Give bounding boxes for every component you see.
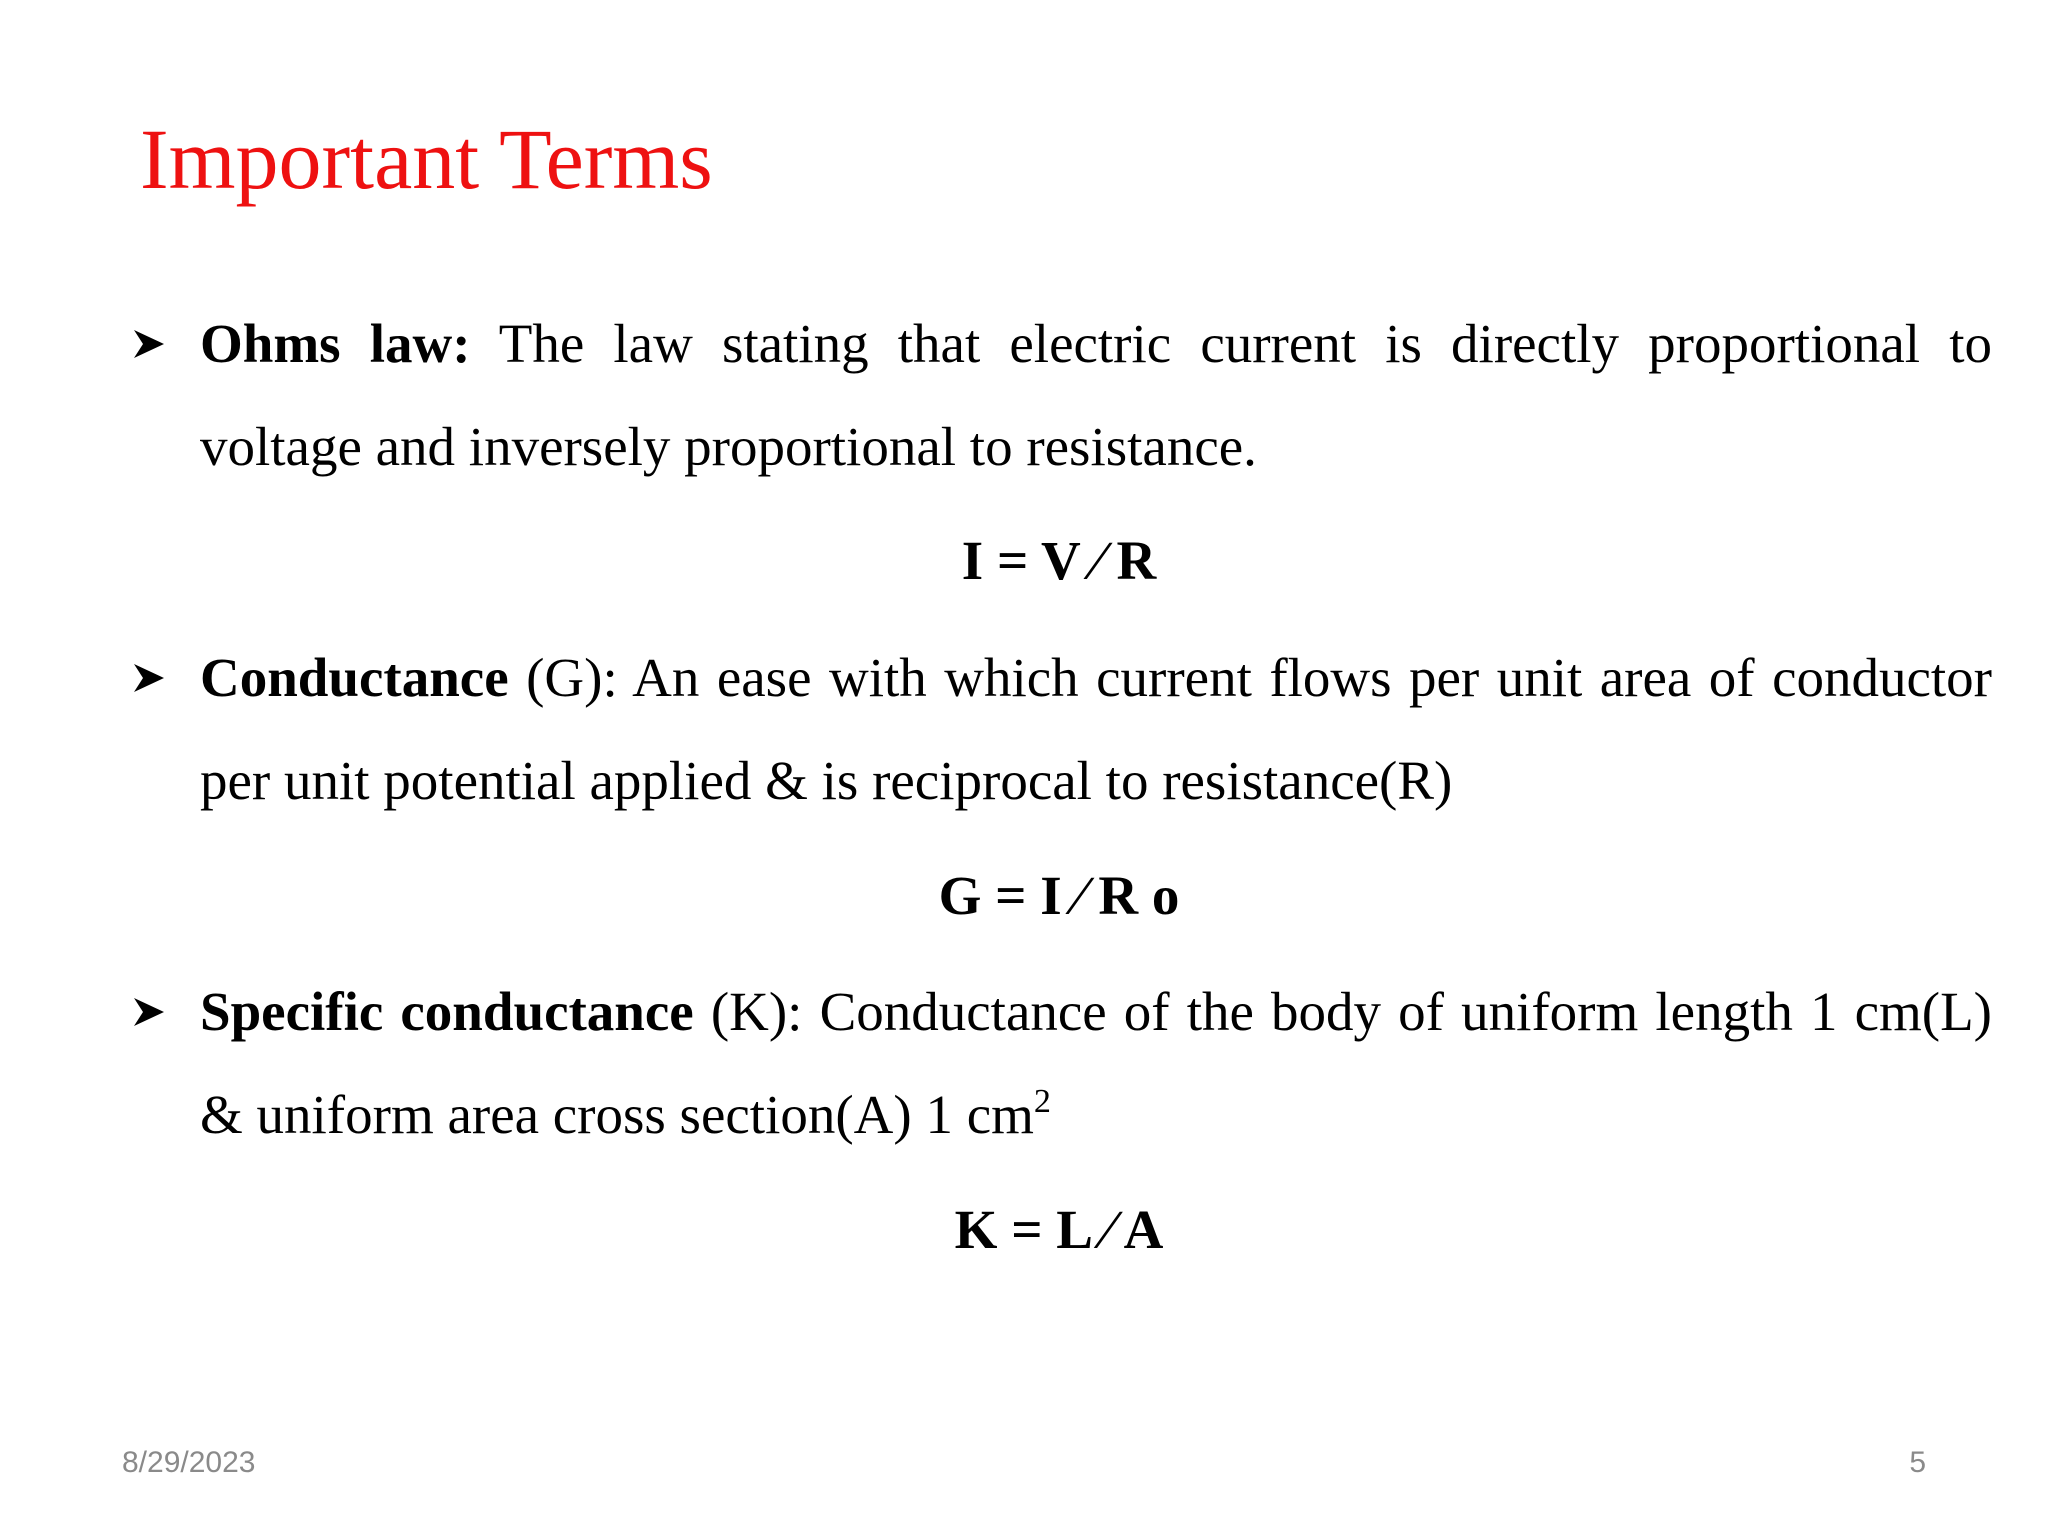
term-name: Ohms law: — [200, 313, 471, 374]
term-definition: (G): An ease with which current flows per unit area of conductor per unit potential applied & is reciprocal to resistance(R) — [200, 647, 1992, 811]
footer-date: 8/29/2023 — [122, 1446, 256, 1479]
term-specific-conductance — [200, 960, 1992, 1166]
term-conductance — [200, 626, 1992, 832]
slide-title: Important Terms — [140, 111, 713, 207]
term-name: Specific conductance — [200, 981, 694, 1042]
footer-page-number: 5 — [1909, 1446, 1926, 1479]
formula-ohms-law: I = V ⁄ R — [961, 530, 1157, 591]
formula-specific-conductance: K = L ⁄ A — [954, 1199, 1164, 1260]
arrow-bullet-icon — [124, 292, 174, 395]
formula-conductance: G = I ⁄ R o — [938, 865, 1180, 926]
term-ohms-law — [200, 292, 1992, 498]
term-name: Conductance — [200, 647, 509, 708]
arrow-bullet-icon — [124, 626, 174, 729]
arrow-bullet-icon — [124, 960, 174, 1063]
superscript-squared: 2 — [1033, 1082, 1051, 1120]
term-definition: The law stating that electric current is directly proportional to voltage and inversely proportional to resistance. — [200, 313, 1992, 477]
term-definition: (K): Conductance of the body of uniform length 1 cm(L) & uniform area cross section(A) 1 cm — [200, 981, 1992, 1145]
